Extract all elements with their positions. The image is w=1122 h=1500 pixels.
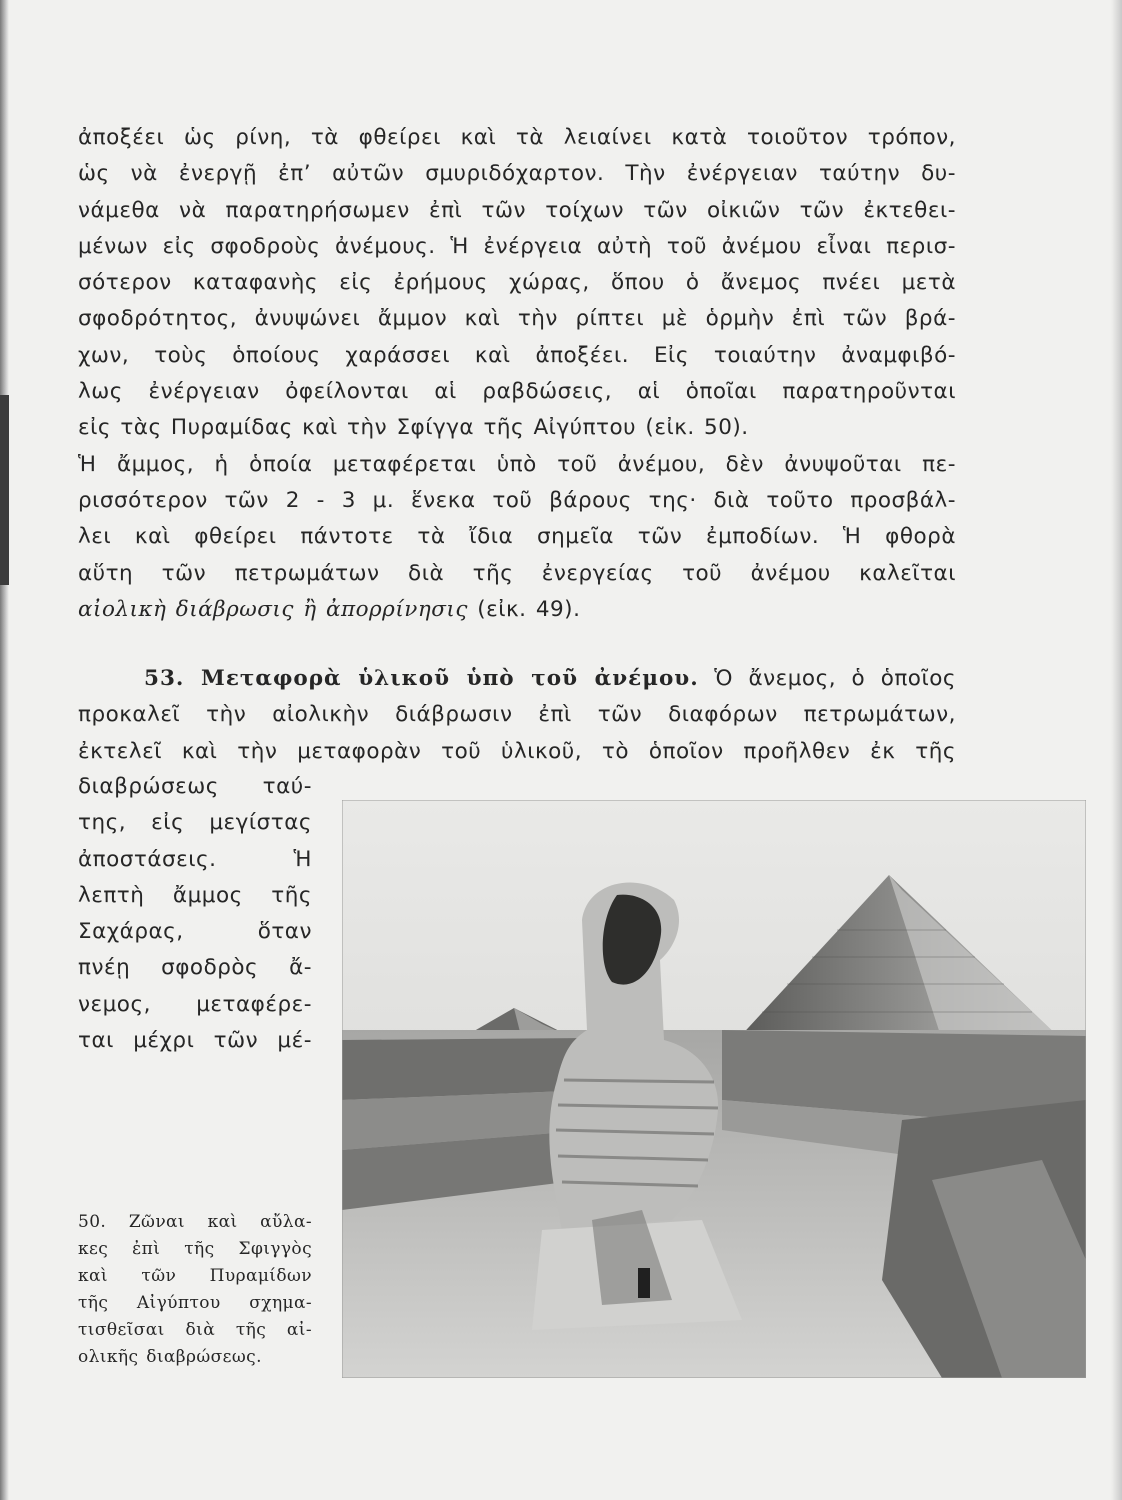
caption-line: τῆς Αἰγύπτου σχημα- <box>78 1293 312 1313</box>
term-line <box>78 592 956 628</box>
body-text <box>78 120 956 628</box>
page-edge-shadow <box>0 395 9 585</box>
text-line: σφοδρότητος, ἀνυψώνει ἄμμον καὶ τὴν ρίπτει μὲ ὁρμὴν ἐπὶ τῶν βρά- <box>78 306 956 332</box>
text-line: ἀποστάσεις. Ἡ <box>78 846 312 872</box>
wrapped-text <box>78 769 312 1059</box>
text-line: ἀποξέει ὡς ρίνη, τὰ φθείρει καὶ τὰ λειαίνει κατὰ τοιοῦτον τρόπον, <box>78 125 956 150</box>
text-line: πνέῃ σφοδρὸς ἄ- <box>78 955 312 981</box>
caption-line: ολικῆς διαβρώσεως. <box>78 1347 262 1367</box>
text-line: νεμος, μεταφέρε- <box>78 991 312 1017</box>
text-line: ὡς νὰ ἐνεργῇ ἐπ’ αὐτῶν σμυριδόχαρτον. Τὴν ἐνέργειαν ταύτην δυ- <box>78 161 956 187</box>
section-53 <box>78 661 956 770</box>
page-edge-left <box>0 0 9 1500</box>
text-line: Ἡ ἄμμος, ἡ ὁποία μεταφέρεται ὑπὸ τοῦ ἀνέμου, δὲν ἀνυψοῦται πε- <box>78 451 956 477</box>
page-edge-right <box>1110 0 1122 1500</box>
text-line: διαβρώσεως ταύ- <box>78 774 312 799</box>
section-first-rest: Ὁ ἄνεμος, ὁ ὁποῖος <box>698 666 956 691</box>
text-line: ἐκτελεῖ καὶ τὴν μεταφορὰν τοῦ ὑλικοῦ, τὸ ὁποῖον προῆλθεν ἐκ τῆς <box>78 738 956 764</box>
text-line: λως ἐνέργειαν ὀφείλονται αἱ ραβδώσεις, αἱ ὁποῖαι παρατηροῦνται <box>78 379 956 405</box>
text-line: της, εἰς μεγίστας <box>78 810 312 836</box>
term-rest: (εἰκ. 49). <box>467 596 581 622</box>
text-line: μένων εἰς σφοδροὺς ἀνέμους. Ἡ ἐνέργεια αὐτὴ τοῦ ἀνέμου εἶναι περισ- <box>78 233 956 259</box>
text-line: Σαχάρας, ὅταν <box>78 919 312 945</box>
sphinx-pyramids-photo <box>342 800 1086 1378</box>
text-line: προκαλεῖ τὴν αἰολικὴν διάβρωσιν ἐπὶ τῶν διαφόρων πετρωμάτων, <box>78 702 956 728</box>
text-line: χων, τοὺς ὁποίους χαράσσει καὶ ἀποξέει. Εἰς τοιαύτην ἀναμφιβό- <box>78 342 956 368</box>
text-line: εἰς τὰς Πυραμίδας καὶ τὴν Σφίγγα τῆς Αἰγύπτου (εἰκ. 50). <box>78 415 749 441</box>
caption-line: κες ἐπὶ τῆς Σφιγγὸς <box>78 1239 312 1259</box>
text-line: λει καὶ φθείρει πάντοτε τὰ ἴδια σημεῖα τῶν ἐμποδίων. Ἡ φθορὰ <box>78 524 956 550</box>
caption-line: 50. Ζῶναι καὶ αὔλα- <box>78 1212 312 1232</box>
caption-line: τισθεῖσαι διὰ τῆς αἰ- <box>78 1320 312 1340</box>
figure-caption <box>78 1209 312 1371</box>
section-heading: 53. Μεταφορὰ ὑλικοῦ ὑπὸ τοῦ ἀνέμου. <box>144 666 699 691</box>
term-italic: αἰολικὴ διάβρωσις ἢ ἀπορρίνησις <box>78 596 468 622</box>
section-first-line <box>78 661 956 697</box>
caption-line: καὶ τῶν Πυραμίδων <box>78 1266 312 1286</box>
text-line: λεπτὴ ἄμμος τῆς <box>78 882 312 908</box>
text-line: νάμεθα νὰ παρατηρήσωμεν ἐπὶ τῶν τοίχων τῶν οἰκιῶν τῶν ἐκτεθει- <box>78 197 956 223</box>
text-line: ρισσότερον τῶν 2 - 3 μ. ἕνεκα τοῦ βάρους της· διὰ τοῦτο προσβάλ- <box>78 487 956 513</box>
text-line: σότερον καταφανὴς εἰς ἐρήμους χώρας, ὅπου ὁ ἄνεμος πνέει μετὰ <box>78 270 956 296</box>
text-line: αὕτη τῶν πετρωμάτων διὰ τῆς ἐνεργείας τοῦ ἀνέμου καλεῖται <box>78 560 956 586</box>
text-line: ται μέχρι τῶν μέ- <box>78 1028 312 1054</box>
